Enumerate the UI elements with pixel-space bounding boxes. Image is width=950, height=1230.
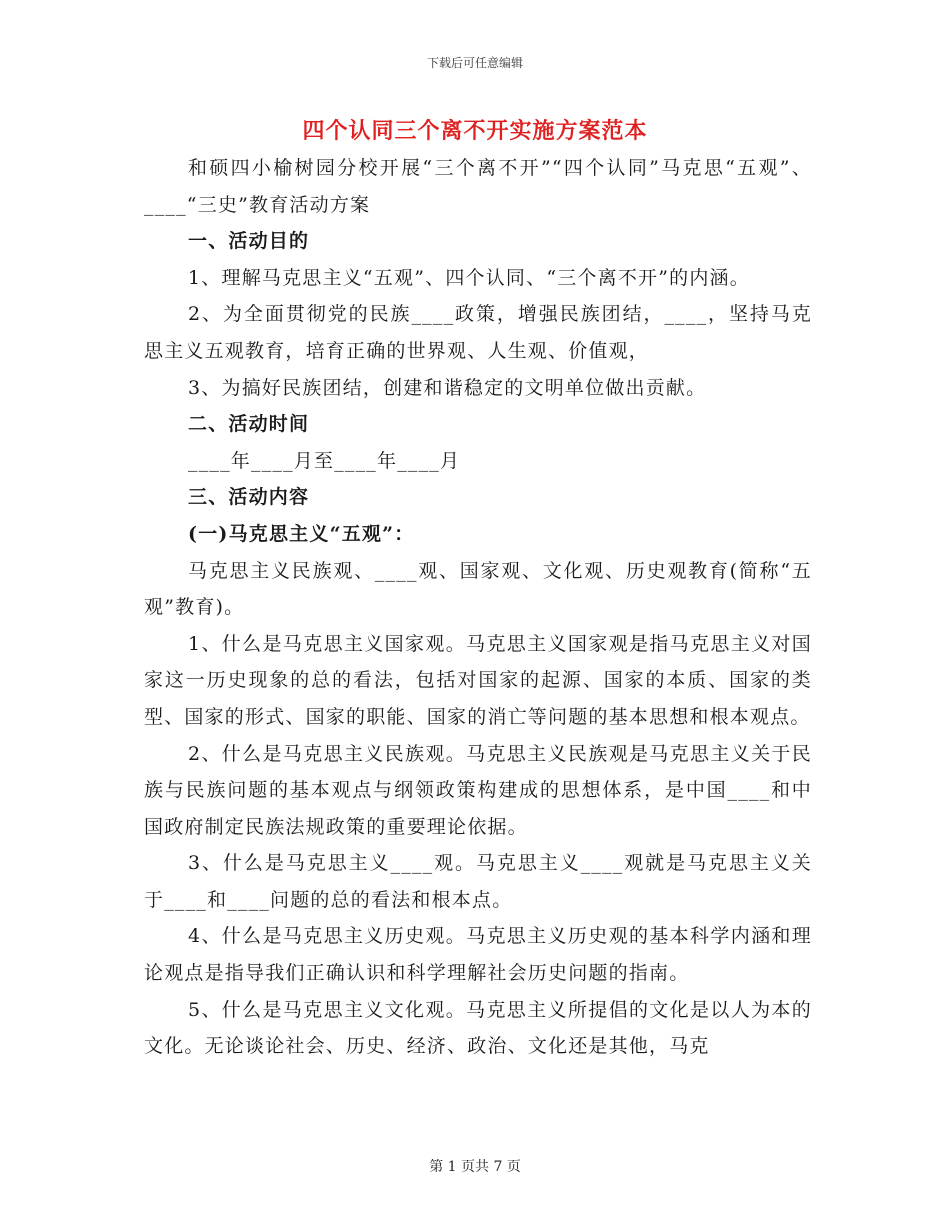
paragraph: 3、什么是马克思主义____观。马克思主义____观就是马克思主义关于____和____问题的总的看法和根本点。: [144, 852, 812, 911]
paragraph: 2、什么是马克思主义民族观。马克思主义民族观是马克思主义关于民族与民族问题的基本观点与纲领政策构建成的思想体系，是中国____和中国政府制定民族法规政策的重要理论依据。: [144, 742, 812, 838]
section-heading-purpose: 一、活动目的: [188, 230, 310, 253]
subsection-heading: (一)马克思主义“五观”：: [188, 522, 415, 545]
intro-paragraph: 和硕四小榆树园分校开展“三个离不开”“四个认同”马克思“五观”、____“三史”教育活动方案: [144, 157, 812, 216]
paragraph: ____年____月至____年____月: [188, 449, 461, 472]
document-body: [144, 150, 812, 1065]
section-heading-time: 二、活动时间: [188, 413, 310, 436]
paragraph: 马克思主义民族观、____观、国家观、文化观、历史观教育(简称“五观”教育)。: [144, 559, 812, 619]
paragraph: 3、为搞好民族团结，创建和谐稳定的文明单位做出贡献。: [188, 376, 707, 399]
page-number: 第 1 页共 7 页: [429, 1159, 521, 1175]
document-title: 四个认同三个离不开实施方案范本: [302, 118, 648, 144]
section-heading-content: 三、活动内容: [188, 486, 310, 509]
header-note: 下载后可任意编辑: [426, 56, 523, 70]
paragraph: 2、为全面贯彻党的民族____政策，增强民族团结，____，坚持马克思主义五观教育，培育正确的世界观、人生观、价值观，: [144, 303, 812, 362]
paragraph: 4、什么是马克思主义历史观。马克思主义历史观的基本科学内涵和理论观点是指导我们正确认识和科学理解社会历史问题的指南。: [144, 925, 812, 985]
paragraph: 1、什么是马克思主义国家观。马克思主义国家观是指马克思主义对国家这一历史现象的总的看法，包括对国家的起源、国家的本质、国家的类型、国家的形式、国家的职能、国家的消亡等问题的基本思想和根本观点。: [144, 632, 812, 728]
paragraph: 1、理解马克思主义“五观”、四个认同、“三个离不开”的内涵。: [188, 266, 750, 289]
paragraph: 5、什么是马克思主义文化观。马克思主义所提倡的文化是以人为本的文化。无论谈论社会、历史、经济、政治、文化还是其他，马克: [144, 998, 812, 1058]
